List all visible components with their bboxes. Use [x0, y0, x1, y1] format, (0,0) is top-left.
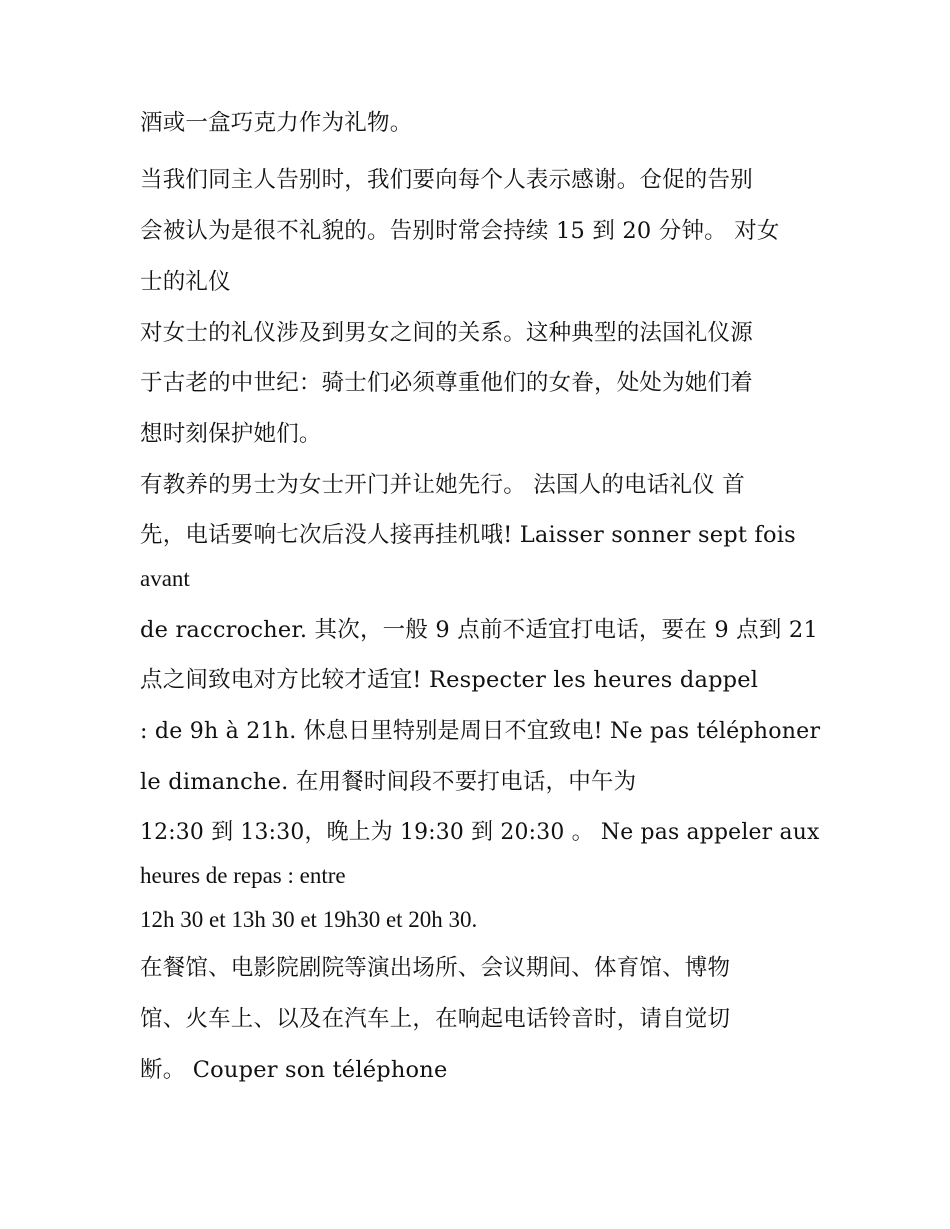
text-line: 酒或一盒巧克力作为礼物。 [140, 110, 413, 136]
text-line: 于古老的中世纪：骑士们必须尊重他们的女眷，处处为她们着 [140, 370, 753, 396]
text-line: de raccrocher. 其次，一般 9 点前不适宜打电话，要在 9 点到 21 [140, 617, 818, 643]
text-line: 在餐馆、电影院剧院等演出场所、会议期间、体育馆、博物 [140, 955, 731, 981]
text-line: 点之间致电对方比较才适宜! Respecter les heures dappel [140, 667, 759, 693]
text-line: avant [140, 566, 190, 591]
text-line: 断。 Couper son téléphone [140, 1057, 448, 1083]
text-line: 先，电话要响七次后没人接再挂机哦! Laisser sonner sept fois [140, 522, 796, 548]
text-line: : de 9h à 21h. 休息日里特别是周日不宜致电! Ne pas téléphoner [140, 718, 821, 744]
text-line: 有教养的男士为女士开门并让她先行。 法国人的电话礼仪 首 [140, 472, 745, 498]
text-line: 会被认为是很不礼貌的。告别时常会持续 15 到 20 分钟。 对女 [140, 218, 780, 244]
text-line: 士的礼仪 [140, 269, 231, 295]
text-line: 12:30 到 13:30，晚上为 19:30 到 20:30 。 Ne pas appeler aux [140, 819, 820, 845]
text-line: heures de repas : entre [140, 863, 346, 888]
text-line: 想时刻保护她们。 [140, 421, 322, 447]
text-line: 12h 30 et 13h 30 et 19h30 et 20h 30. [140, 907, 478, 932]
text-line: le dimanche. 在用餐时间段不要打电话，中午为 [140, 769, 637, 795]
text-line: 对女士的礼仪涉及到男女之间的关系。这种典型的法国礼仪源 [140, 320, 753, 346]
text-line: 馆、火车上、以及在汽车上，在响起电话铃音时，请自觉切 [140, 1006, 731, 1032]
text-line: 当我们同主人告别时，我们要向每个人表示感谢。仓促的告别 [140, 167, 753, 193]
